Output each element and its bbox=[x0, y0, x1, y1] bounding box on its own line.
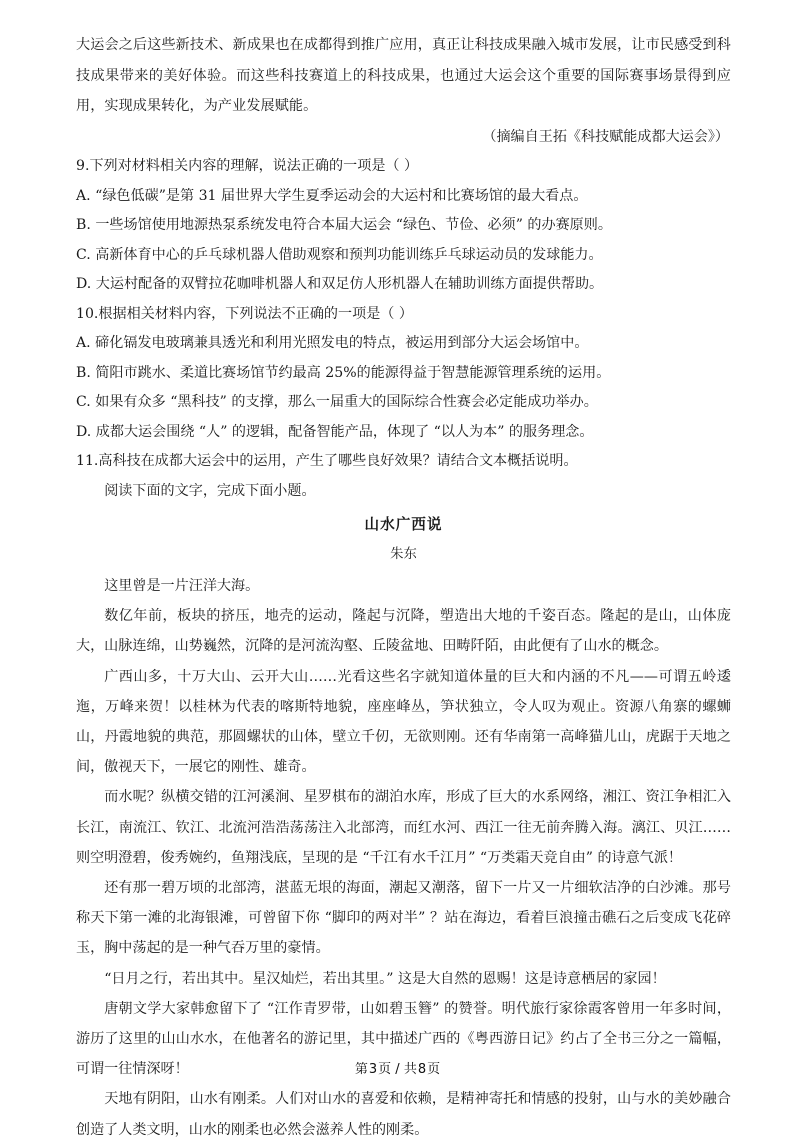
question-9-option-d[interactable]: D. 大运村配备的双臂拉花咖啡机器人和双足仿人形机器人在辅助训练方面提供帮助。 bbox=[76, 276, 604, 292]
essay-paragraph-7: 唐朝文学大家韩愈留下了 “江作青罗带，山如碧玉簪” 的赞誉。明代旅行家徐霞客曾用一年多时间，游历了这里的山山水水，在他著名的游记里，其中描述广西的《粤西游日记》约占了全书三分之一篇幅，可谓一往情深呀！ bbox=[76, 1000, 731, 1078]
question-10-option-b[interactable]: B. 简阳市跳水、柔道比赛场馆节约最高 25%的能源得益于智慧能源管理系统的运用。 bbox=[76, 364, 611, 381]
material-attribution: （摘编自王拓《科技赋能成都大运会》） bbox=[482, 128, 729, 145]
essay-paragraph-6: “日月之行，若出其中。星汉灿烂，若出其里。” 这是大自然的恩赐！这是诗意栖居的家园！ bbox=[104, 970, 666, 987]
essay-paragraph-4: 而水呢？纵横交错的江河溪涧、星罗棋布的湖泊水库，形成了巨大的水系网络，湘江、资江争相汇入长江，南流江、钦江、北流河浩浩荡荡注入北部湾，而红水河、西江一往无前奔腾入海。漓江、贝江……则空明澄碧，俊秀婉约，鱼翔浅底，呈现的是 “千江有水千江月” “万类霜天竞自由” 的诗意气派！ bbox=[76, 789, 731, 866]
essay-paragraph-5: 还有那一碧万顷的北部湾，湛蓝无垠的海面，潮起又潮落，留下一片又一片细软洁净的白沙滩。那号称天下第一滩的北海银滩，可曾留下你 “脚印的两对半” ？站在海边，看着巨浪撞击礁石之后变成飞花碎玉，胸中荡起的是一种气吞万里的豪情。 bbox=[76, 880, 731, 957]
question-10-stem: 10.根据相关材料内容，下列说法不正确的一项是（ ） bbox=[76, 305, 413, 322]
page-footer bbox=[0, 1058, 795, 1077]
question-9-stem: 9.下列对材料相关内容的理解，说法正确的一项是（ ） bbox=[76, 158, 419, 174]
question-9-option-a[interactable]: A. “绿色低碳”是第 31 届世界大学生夏季运动会的大运村和比赛场馆的最大看点。 bbox=[76, 187, 588, 204]
question-9-option-b[interactable]: B. 一些场馆使用地源热泵系统发电符合本届大运会 “绿色、节俭、必须” 的办赛原则。 bbox=[76, 217, 612, 233]
essay-paragraph-1: 这里曾是一片汪洋大海。 bbox=[104, 578, 260, 594]
essay-paragraph-3: 广西山多，十万大山、云开大山……光看这些名字就知道体量的巨大和内涵的不凡——可谓五岭逶迤，万峰来贺！以桂林为代表的喀斯特地貌，座座峰丛，笋状独立，令人叹为观止。资源八角寨的螺蛳山，丹霞地貌的典范，那圆螺状的山体，壁立千仞，无欲则刚。还有华南第一高峰猫儿山，虎踞于天地之间，傲视天下，一展它的刚性、雄奇。 bbox=[76, 668, 731, 776]
question-10-option-d[interactable]: D. 成都大运会围绕 “人” 的逻辑，配备智能产品，体现了 “以人为本” 的服务理念。 bbox=[76, 423, 594, 440]
page-footer-middle: 页 / 共 bbox=[378, 1062, 417, 1077]
page-footer-suffix: 页 bbox=[427, 1062, 441, 1077]
page-footer-current: 3 bbox=[368, 1062, 378, 1077]
essay-author: 朱东 bbox=[390, 547, 417, 562]
reading-instruction: 阅读下面的文字，完成下面小题。 bbox=[104, 482, 316, 499]
question-11-stem: 11.高科技在成都大运会中的运用，产生了哪些良好效果？请结合文本概括说明。 bbox=[76, 453, 578, 469]
question-10-option-a[interactable]: A. 碲化镉发电玻璃兼具透光和利用光照发电的特点，被运用到部分大运会场馆中。 bbox=[76, 335, 589, 351]
question-9-option-c[interactable]: C. 高新体育中心的乒乓球机器人借助观察和预判功能训练乒乓球运动员的发球能力。 bbox=[76, 246, 603, 263]
page-footer-total: 8 bbox=[417, 1062, 427, 1077]
page-footer-prefix: 第 bbox=[354, 1062, 368, 1077]
question-10-option-c[interactable]: C. 如果有众多 “黑科技” 的支撑，那么一届重大的国际综合性赛会必定能成功举办。 bbox=[76, 394, 598, 410]
material-continued-paragraph: 大运会之后这些新技术、新成果也在成都得到推广应用，真正让科技成果融入城市发展，让市民感受到科技成果带来的美好体验。而这些科技赛道上的科技成果，也通过大运会这个重要的国际赛事场景得到应用，实现成果转化，为产业发展赋能。 bbox=[76, 37, 731, 114]
essay-paragraph-2: 数亿年前，板块的挤压，地壳的运动，隆起与沉降，塑造出大地的千姿百态。隆起的是山，山体庞大，山脉连绵，山势巍然，沉降的是河流沟壑、丘陵盆地、田畴阡陌，由此便有了山水的概念。 bbox=[76, 608, 731, 655]
essay-title: 山水广西说 bbox=[364, 516, 443, 533]
essay-paragraph-8: 天地有阴阳，山水有刚柔。人们对山水的喜爱和依赖，是精神寄托和情感的投射，山与水的美妙融合创造了人类文明，山水的刚柔也必然会滋养人性的刚柔。 bbox=[76, 1091, 731, 1138]
